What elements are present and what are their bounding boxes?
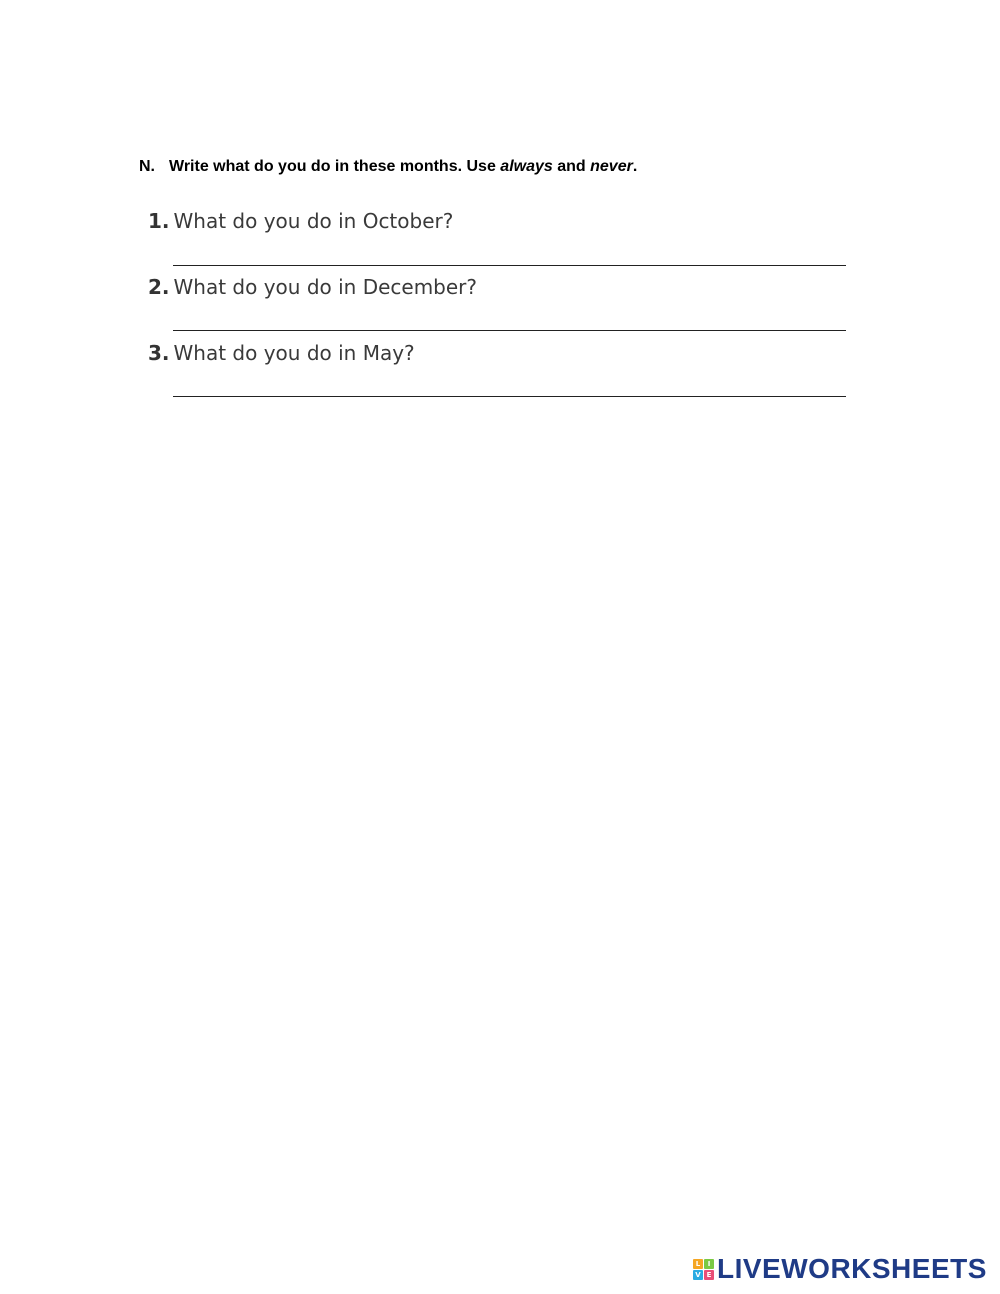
question-text: What do you do in October? xyxy=(173,209,454,233)
exercise-instruction xyxy=(139,157,637,177)
question-1 xyxy=(148,208,453,234)
exercise-letter: N. xyxy=(139,158,155,175)
logo-mark-letter: I xyxy=(704,1259,714,1269)
answer-field-1[interactable] xyxy=(173,247,846,266)
question-text: What do you do in May? xyxy=(173,341,415,365)
question-number: 3. xyxy=(148,341,170,365)
logo-mark-letter: L xyxy=(693,1259,703,1269)
question-2 xyxy=(148,274,477,300)
liveworksheets-logo xyxy=(693,1254,987,1284)
logo-text: LIVEWORKSHEETS xyxy=(717,1253,987,1284)
instruction-and: and xyxy=(552,158,591,175)
answer-field-3[interactable] xyxy=(173,378,846,397)
live-logo-icon xyxy=(693,1259,714,1280)
question-text: What do you do in December? xyxy=(173,275,478,299)
logo-mark-letter: E xyxy=(704,1270,714,1280)
instruction-text: Write what do you do in these months. Use xyxy=(169,158,501,175)
instruction-period: . xyxy=(632,158,638,175)
question-3 xyxy=(148,340,415,366)
answer-field-2[interactable] xyxy=(173,312,846,331)
question-number: 1. xyxy=(148,209,170,233)
keyword-never: never xyxy=(590,158,633,175)
keyword-always: always xyxy=(500,158,553,175)
logo-mark-letter: V xyxy=(693,1270,703,1280)
question-number: 2. xyxy=(148,275,170,299)
